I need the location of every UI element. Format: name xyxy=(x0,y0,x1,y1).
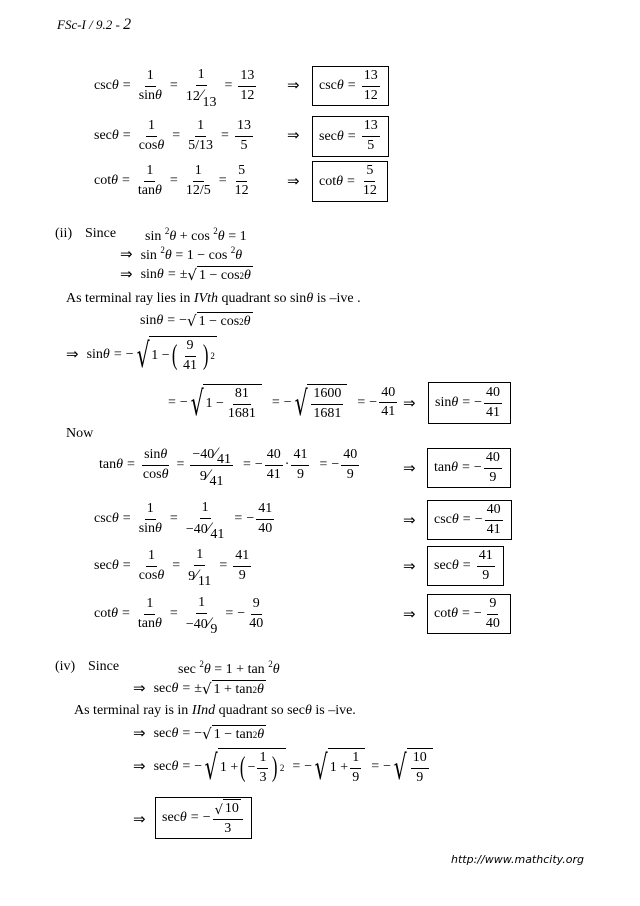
implies-arrow: ⇒ xyxy=(403,557,416,575)
answer-box-sin-ii: sin θ = − $\frac{40}{41}$ xyxy=(428,382,511,424)
eq-csc-ii: csc θ = $\frac{1}{\sin\theta}$ = $\frac{1}{-40⁄41}$ = − $\frac{41}{40}$ xyxy=(94,500,273,542)
text-quadrant-ii: As terminal ray lies in IVth quadrant so sinθ is –ive . xyxy=(66,291,361,306)
answer-box-csc-ii: csc θ = − $\frac{40}{41}$ xyxy=(427,500,512,540)
eq-cot-1: cot θ = $\frac{1}{\tan\theta}$ = $\frac{1}{12/5}$ = $\frac{5}{12}$ xyxy=(94,163,249,198)
eq-sec-1: sec θ = $\frac{1}{\cos\theta}$ = $\frac{1}{5/13}$ = $\frac{13}{5}$ xyxy=(94,118,251,153)
quadrant-name: IVth xyxy=(193,291,219,306)
part-iv-since: Since xyxy=(88,659,120,674)
answer-box-sec-1: sec θ = $\frac{13}{5}$ xyxy=(312,116,389,157)
quadrant-name: IInd xyxy=(191,703,216,718)
implies-arrow: ⇒ xyxy=(287,172,300,190)
footer-url[interactable]: http://www.mathcity.org xyxy=(451,853,585,866)
implies-arrow: ⇒ xyxy=(403,394,416,412)
eq-cot-ii: cot θ = $\frac{1}{\tan\theta}$ = $\frac{1}{-40⁄9}$ = − $\frac{9}{40}$ xyxy=(94,595,264,637)
eq-identity: sin $^2$θ + cos $^2$θ = 1 xyxy=(145,226,247,244)
eq-sin-calc: = − √ 1 − $\frac{81}{1681}$ = − √ $\frac{1600}{1681}$ = − $\frac{40}{41}$ xyxy=(168,384,396,425)
answer-box-cot-ii: cot θ = − $\frac{9}{40}$ xyxy=(427,594,511,634)
eq-sin-sq: ⇒ sin $^2$θ = 1 − cos $^2$θ xyxy=(120,245,243,263)
eq-sin-neg: sin θ = − √ 1 − cos 2 θ xyxy=(140,312,251,330)
eq-csc-1: csc θ = $\frac{1}{\sin\theta}$ = $\frac{1}{12⁄13}$ = $\frac{13}{12}$ xyxy=(94,67,255,110)
answer-box-cot-1: cot θ = $\frac{5}{12}$ xyxy=(312,161,388,202)
text-quadrant-iv: As terminal ray is in IInd quadrant so secθ is –ive. xyxy=(74,703,356,718)
implies-arrow: ⇒ xyxy=(403,605,416,623)
text-now: Now xyxy=(66,426,94,441)
eq-sin-pm: ⇒ sin θ = ± √ 1 − cos 2 θ xyxy=(120,265,251,284)
eq-sec-calc: ⇒ sec θ = − √ 1 + ( − $\frac{1}{3}$ ) 2 = − √ 1 + $\frac{1}{9}$ = − √ $\frac{10}{9}$ xyxy=(133,748,433,785)
implies-arrow: ⇒ xyxy=(403,459,416,477)
eq-tan: tan θ = $\frac{\sin\theta}{\cos\theta}$ = $\frac{-40⁄41}{9⁄41}$ = − $\frac{40}{41}$ · $\frac{41}{9}$ = − $\frac{40}{9}$ xyxy=(99,445,358,489)
part-iv-label: (iv) xyxy=(55,659,76,674)
page-header xyxy=(57,16,131,34)
implies-arrow: ⇒ xyxy=(287,76,300,94)
answer-box-csc-1: csc θ = $\frac{13}{12}$ xyxy=(312,66,389,106)
part-ii-since: Since xyxy=(85,226,117,241)
implies-arrow: ⇒ xyxy=(403,511,416,529)
implies-arrow: ⇒ xyxy=(133,810,146,828)
part-ii-label: (ii) xyxy=(55,226,73,241)
implies-arrow: ⇒ xyxy=(287,126,300,144)
header-page-number: 2 xyxy=(123,16,132,33)
header-title: FSc-I / 9.2 - xyxy=(57,17,124,32)
answer-box-tan-ii: tan θ = − $\frac{40}{9}$ xyxy=(427,448,511,488)
eq-sec-pm: ⇒ sec θ = ± √ 1 + tan 2 θ xyxy=(133,679,264,698)
eq-sin-sub: ⇒ sin θ = − √ 1 − ( $\frac{9}{41}$ ) 2 xyxy=(66,336,215,377)
answer-box-sec-iv: sec θ = − √ 10 3 xyxy=(155,797,252,839)
eq-sec-neg: ⇒ sec θ = − √ 1 − tan 2 θ xyxy=(133,724,265,743)
eq-sec-identity: sec $^2$θ = 1 + tan $^2$θ xyxy=(178,659,280,677)
answer-box-sec-ii: sec θ = $\frac{41}{9}$ xyxy=(427,546,504,586)
eq-sec-ii: sec θ = $\frac{1}{\cos\theta}$ = $\frac{1}{9⁄11}$ = $\frac{41}{9}$ xyxy=(94,547,250,589)
